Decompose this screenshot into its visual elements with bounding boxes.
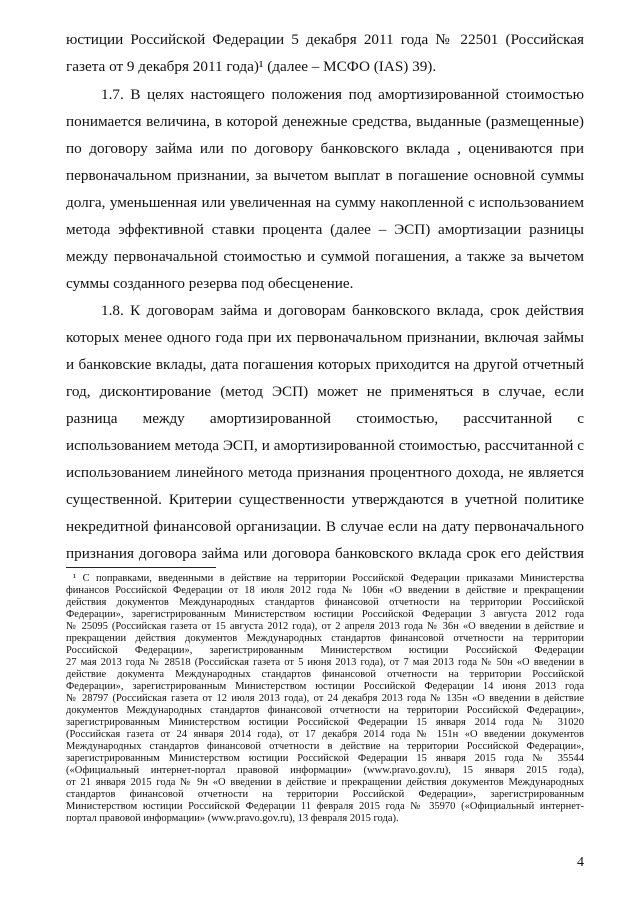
body-line: год, дисконтирование (метод ЭСП) может не применяться в случае, если — [66, 383, 584, 400]
footnote-line: («Официальный интернет-портал правовой информации» (www.pravo.gov.ru), 15 января 2015 года), — [66, 765, 584, 776]
footnote-line: Министерством юстиции Российской Федерации 11 февраля 2015 года № 35970 («Официальный интернет- — [66, 801, 584, 812]
body-line: понимается величина, в которой денежные средства, выданные (размещенные) — [66, 113, 584, 130]
body-line: долга, уменьшенная или увеличенная на сумму накопленной с использованием — [66, 194, 584, 211]
body-line: юстиции Российской Федерации 5 декабря 2011 года № 22501 (Российская — [66, 31, 584, 48]
body-line: метода эффективной ставки процента (далее – ЭСП) амортизации разницы — [66, 221, 584, 238]
footnote-line: Федерации», зарегистрированным Министерством юстиции Российской Федерации 3 августа 2012 года — [66, 609, 584, 620]
body-line: использованием метода ЭСП, и амортизированной стоимостью, рассчитанной с — [66, 437, 584, 454]
body-line: и банковские вклады, дата погашения которых приходится на другой отчетный — [66, 356, 584, 373]
body-line: которых менее одного года при их первоначальном признании, включая займы — [66, 329, 584, 346]
footnote-line: 27 мая 2013 года № 28518 (Российская газета от 5 июня 2013 года), от 7 мая 2013 года № 50н «О введении в — [66, 657, 584, 668]
footnote-line: Международных стандартов финансовой отчетности в действие на территории Российской Федерации», — [66, 741, 584, 752]
footnote-line: прекращении действия документов Международных стандартов финансовой отчетности на территории — [66, 633, 584, 644]
footnote-line: Федерации», зарегистрированным Министерством юстиции Российской Федерации 14 июня 2013 года — [66, 681, 584, 692]
footnote-line: документов Международных стандартов финансовой отчетности на территории Российской Федерации», — [66, 705, 584, 716]
body-line: признания договора займа или договора банковского вклада срок его действия — [66, 545, 584, 562]
footnote-line: действия документов Международных стандартов финансовой отчетности на территории Российской — [66, 597, 584, 608]
footnote-line: Российской Федерации», зарегистрированным Министерством юстиции Российской Федерации — [66, 645, 584, 656]
footnote-line: финансов Российской Федерации от 18 июля 2012 года № 106н «О введении в действие и прекращении — [66, 585, 584, 596]
footnote-separator — [66, 567, 216, 568]
footnote-line: ¹ С поправками, введенными в действие на территории Российской Федерации приказами Министерства — [73, 573, 584, 584]
footnote-line: № 25095 (Российская газета от 15 августа 2012 года), от 2 апреля 2013 года № 36н «О введении в действие и — [66, 621, 584, 632]
body-line: некредитной финансовой организации. В случае если на дату первоначального — [66, 518, 584, 535]
paragraph-1-7-start: 1.7. В целях настоящего положения под амортизированной стоимостью — [101, 86, 584, 103]
body-line: между первоначальной стоимостью и суммой погашения, а также за вычетом — [66, 248, 584, 265]
paragraph-1-8-start: 1.8. К договорам займа и договорам банковского вклада, срок действия — [101, 302, 584, 319]
footnote-line: портал правовой информации» (www.pravo.gov.ru), 13 февраля 2015 года). — [66, 813, 399, 824]
body-line: существенной. Критерии существенности утверждаются в учетной политике — [66, 491, 584, 508]
footnote-line: действие документа Международных стандартов финансовой отчетности на территории Российской — [66, 669, 584, 680]
footnote-line: стандартов финансовой отчетности на территории Российской Федерации», зарегистрированным — [66, 789, 584, 800]
page-number: 4 — [577, 855, 584, 870]
body-line: по договору займа или по договору банковского вклада , оцениваются при — [66, 140, 584, 157]
body-line: разница между амортизированной стоимостью, рассчитанной с — [66, 410, 584, 427]
footnote-line: от 21 января 2015 года № 9н «О введении в действие и прекращении действия документов Международных — [66, 777, 584, 788]
footnote-line: (Российская газета от 24 января 2014 года), от 17 декабря 2014 года № 151н «О введении документов — [66, 729, 584, 740]
footnote-line: зарегистрированным Министерством юстиции Российской Федерации 15 января 2014 года № 31020 — [66, 717, 584, 728]
body-line: суммы созданного резерва под обесценение. — [66, 275, 354, 292]
footnote-line: № 28797 (Российская газета от 12 июля 2013 года), от 24 декабря 2013 года № 135н «О введении в действие — [66, 693, 584, 704]
body-line: газета от 9 декабря 2011 года)¹ (далее – МСФО (IAS) 39). — [66, 58, 437, 75]
body-line: первоначальном признании, за вычетом выплат в погашение основной суммы — [66, 167, 584, 184]
body-line: использованием линейного метода признания процентного дохода, не является — [66, 464, 584, 481]
footnote-line: зарегистрированным Министерством юстиции Российской Федерации 15 января 2015 года № 35544 — [66, 753, 584, 764]
